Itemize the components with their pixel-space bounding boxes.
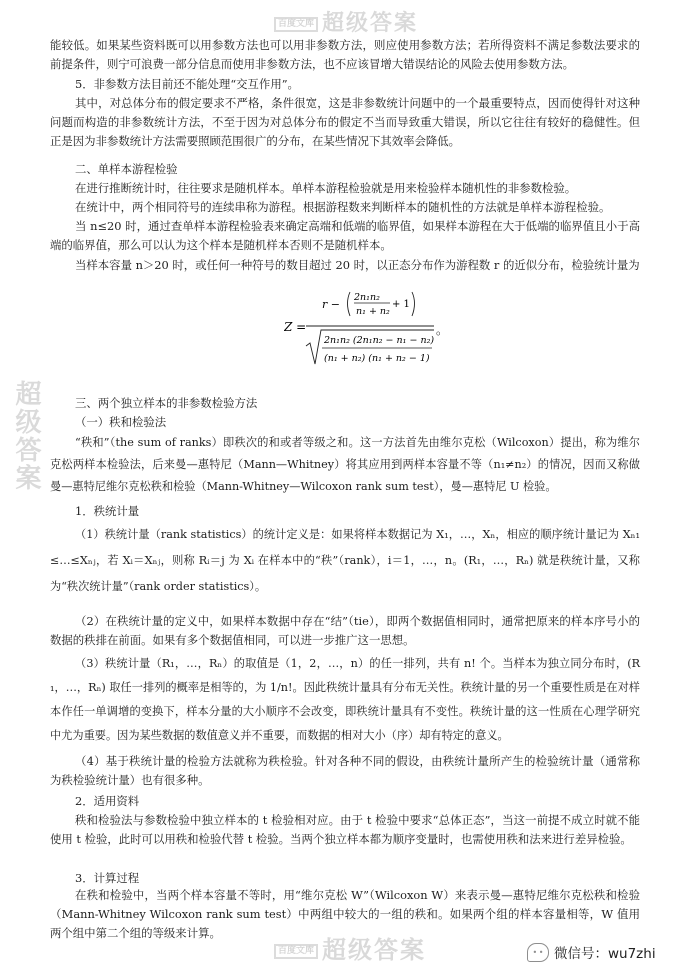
wechat-id <box>527 942 656 962</box>
paragraph-small-sample: 当 n≤20 时，通过查单样本游程检验表来确定高端和低端的临界值，如果样本游程在大于低端的临界值且小于高端的临界值，那么可以认为这个样本是随机样本否则不是随机样本。 <box>50 219 640 252</box>
paragraph-rank-definition: （1）秩统计量（rank statistics）的统计定义是：如果将样本数据记为 X₁，…，Xₙ，相应的顺序统计量记为 Xₙ₁≤…≤Xₙⱼ，若 Xᵢ＝Xₙⱼ，则称 Rᵢ＝j 为 Xᵢ 在样本中的“秩”（rank），i＝1，…，n。(R₁，…，Rₙ) 就是秩统计量，又称为“秩次统计量”（rank order statistics）。 <box>50 528 640 593</box>
watermark-top <box>274 6 418 37</box>
formula-frac-den: n₁ + n₂ <box>356 306 390 317</box>
item-heading-applicable-data: 2．适用资料 <box>75 794 140 808</box>
watermark-text: 超级答案 <box>322 11 419 36</box>
formula-plus-one: + 1 <box>392 299 410 310</box>
formula-paren-right <box>412 292 415 316</box>
paragraph-run-test-intro: 在进行推断统计时，往往要求是随机样本。单样本游程检验就是用来检验样本随机性的非参数检验。 <box>75 181 577 195</box>
section-heading-two-sample: 三、两个独立样本的非参数检验方法 <box>75 396 258 410</box>
paragraph-procedure: 在秩和检验中，当两个样本容量不等时，用“维尔克松 W”（Wilcoxon W）来表示曼—惠特尼维尔克松秩和检验（Mann-Whitney Wilcoxon rank sum test）中两组中较大的一组的秩和。如果两个组的样本容量相等，W 值用两个组中第二个组的等级来计算。 <box>50 888 640 940</box>
formula-denominator-bottom: (n₁ + n₂) (n₁ + n₂ − 1) <box>324 353 430 364</box>
watermark-badge-bottom: 百度文库 <box>274 944 318 959</box>
formula-end-mark: 。 <box>436 323 449 337</box>
z-statistic-formula <box>284 286 464 368</box>
item-heading-procedure: 3．计算过程 <box>75 871 140 885</box>
paragraph-applicable-data: 秩和检验法与参数检验中独立样本的 t 检验相对应。由于 t 检验中要求“总体正态”，当这一前提不成立时就不能使用 t 检验，此时可以用秩和检验代替 t 检验。当两个独立样本都为顺序变量时，也需使用秩和法来进行差异检验。 <box>50 813 640 846</box>
watermark-text-bottom: 超级答案 <box>322 936 427 964</box>
wechat-label: 微信号：wu7zhi <box>554 946 656 962</box>
formula-numerator-r: r − <box>322 298 340 311</box>
watermark-side-text: 超级答案 <box>11 380 41 492</box>
paragraph-rank-test: （4）基于秩统计量的检验方法就称为秩检验。针对各种不同的假设，由秩统计量所产生的检验统计量（通常称为秩检验统计量）也有很多种。 <box>50 754 640 787</box>
formula-lhs: Z = <box>284 320 307 334</box>
paragraph-robustness: 其中，对总体分布的假定要求不严格，条件很宽，这是非参数统计问题中的一个最重要特点，因而使得针对这种问题而构造的非参数统计方法，不至于因为对总体分布的假定不当而导致重大错误，所以它往往有较好的稳健性。但正是因为非参数统计方法需要照顾范围很广的分布，在某些情况下其效率会降低。 <box>50 96 640 148</box>
formula-frac-num: 2n₁n₂ <box>354 292 380 303</box>
paragraph-large-sample: 当样本容量 n＞20 时，或任何一种符号的数目超过 20 时，以正态分布作为游程数 r 的近似分布，检验统计量为 <box>75 258 640 272</box>
formula-denominator-top: 2n₁n₂ (2n₁n₂ − n₁ − n₂) <box>324 335 435 346</box>
wechat-icon: • • <box>527 943 549 962</box>
paragraph-ties: （2）在秩统计量的定义中，如果样本数据中存在“结”（tie），即两个数据值相同时，通常把原来的样本序号小的数据的秩排在前面。如果有多个数据值相同，可以进一步推广这一思想。 <box>50 614 640 647</box>
paragraph-rank-properties: （3）秩统计量（R₁，…，Rₙ）的取值是（1，2，…，n）的任一排列，共有 n! 个。当样本为独立同分布时，(R₁，…，Rₙ) 取任一排列的概率是相等的，为 1/n!。因此秩统计量具有分布无关性。秩统计量的另一个重要性质是在对样本作任一单调增的变换下，样本分量的大小顺序不会改变，即秩统计量具有不变性。秩统计量的这一性质在心理学研究中尤为重要。因为某些数据的数值意义并不重要，而数据的相对大小（序）却有特定的意义。 <box>50 657 640 742</box>
item-heading-rank-statistic: 1．秩统计量 <box>75 504 140 518</box>
paragraph-intro-continued: 能较低。如果某些资料既可以用参数方法也可以用非参数方法，则应使用参数方法；若所得资料不满足参数法要求的前提条件，则宁可浪费一部分信息而使用非参数方法，也不应该冒增大错误结论的风险去使用参数方法。 <box>50 38 640 71</box>
paragraph-limitation-5: 5．非参数方法目前还不能处理“交互作用”。 <box>75 77 299 91</box>
section-heading-run-test: 二、单样本游程检验 <box>75 162 178 176</box>
formula-paren-left <box>348 292 351 316</box>
paragraph-rank-sum-intro: “秩和”（the sum of ranks）即秩次的和或者等级之和。这一方法首先由维尔克松（Wilcoxon）提出，称为维尔克松两样本检验法，后来曼—惠特尼（Mann—Whitney）将其应用到两样本容量不等（n₁≠n₂）的情况，因而又称做曼—惠特尼维尔克松秩和检验（Mann-Whitney—Wilcoxon rank sum test），曼—惠特尼 U 检验。 <box>50 436 640 493</box>
subsection-heading-rank-sum: （一）秩和检验法 <box>75 415 167 429</box>
watermark-badge: 百度文库 <box>274 17 318 32</box>
watermark-side <box>8 380 45 492</box>
paragraph-run-definition: 在统计中，两个相同符号的连续串称为游程。根据游程数来判断样本的随机性的方法就是单样本游程检验。 <box>75 200 611 214</box>
